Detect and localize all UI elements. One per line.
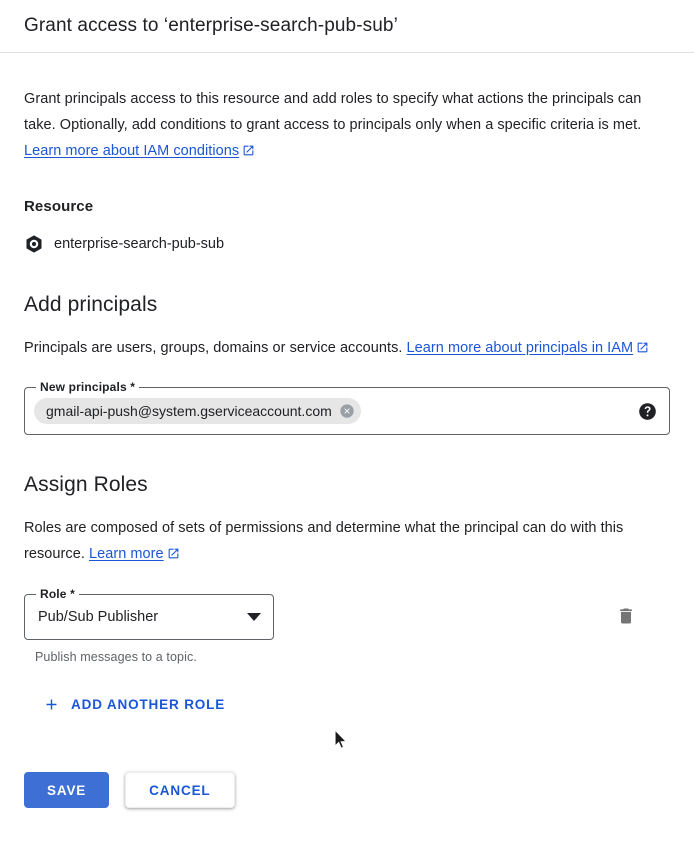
roles-link-label: Learn more — [88, 546, 164, 562]
new-principals-label: New principals * — [36, 380, 139, 394]
role-hint-text: Publish messages to a topic. — [35, 650, 197, 664]
trash-icon[interactable] — [616, 606, 636, 626]
resource-row — [24, 234, 670, 254]
panel-header — [0, 0, 694, 53]
assign-roles-text: Roles are composed of sets of permissions and determine what the principal can do with this resource. — [24, 520, 624, 562]
principal-chip-label: gmail-api-push@system.gserviceaccount.com — [46, 403, 332, 419]
cancel-button[interactable]: CANCEL — [125, 772, 234, 808]
add-principals-heading: Add principals — [24, 293, 158, 316]
save-button[interactable]: SAVE — [24, 772, 109, 808]
resource-heading: Resource — [24, 198, 94, 215]
iam-conditions-learn-more-link[interactable] — [24, 143, 239, 159]
resource-name: enterprise-search-pub-sub — [54, 236, 225, 252]
role-actions — [274, 594, 670, 626]
principal-chip[interactable] — [34, 398, 361, 424]
new-principals-field[interactable] — [24, 380, 670, 435]
plus-icon — [43, 696, 60, 713]
button-bar — [24, 772, 670, 808]
assign-roles-heading: Assign Roles — [24, 473, 148, 496]
role-label: Role * — [36, 587, 79, 601]
panel-body — [0, 53, 694, 808]
assign-roles-description — [24, 515, 654, 567]
principals-learn-more-link[interactable] — [407, 340, 634, 356]
cancel-circle-icon[interactable] — [339, 403, 355, 419]
role-select[interactable] — [24, 587, 274, 640]
roles-learn-more-link[interactable] — [89, 546, 164, 562]
add-principals-text: Principals are users, groups, domains or service accounts. — [24, 340, 407, 356]
role-row — [24, 587, 670, 640]
page-title: Grant access to ‘enterprise-search-pub-sub’ — [24, 15, 398, 36]
open-in-new-icon — [167, 547, 180, 560]
intro-text: Grant principals access to this resource and add roles to specify what actions the principals can take. Optionally, add conditions to grant access to principals only when a specific criteria is met. — [24, 91, 642, 133]
pubsub-topic-icon — [24, 234, 44, 254]
add-principals-description — [24, 335, 654, 361]
open-in-new-icon — [242, 144, 255, 157]
add-another-role-label: ADD ANOTHER ROLE — [71, 697, 226, 712]
chevron-down-icon[interactable] — [247, 613, 261, 621]
iam-conditions-link-label: Learn more about IAM conditions — [24, 143, 240, 159]
intro-description — [24, 53, 656, 164]
role-selected-value: Pub/Sub Publisher — [38, 609, 159, 625]
open-in-new-icon — [636, 341, 649, 354]
add-another-role-button[interactable] — [43, 690, 225, 719]
help-filled-icon[interactable] — [638, 402, 657, 421]
principals-link-label: Learn more about principals in IAM — [406, 340, 634, 356]
